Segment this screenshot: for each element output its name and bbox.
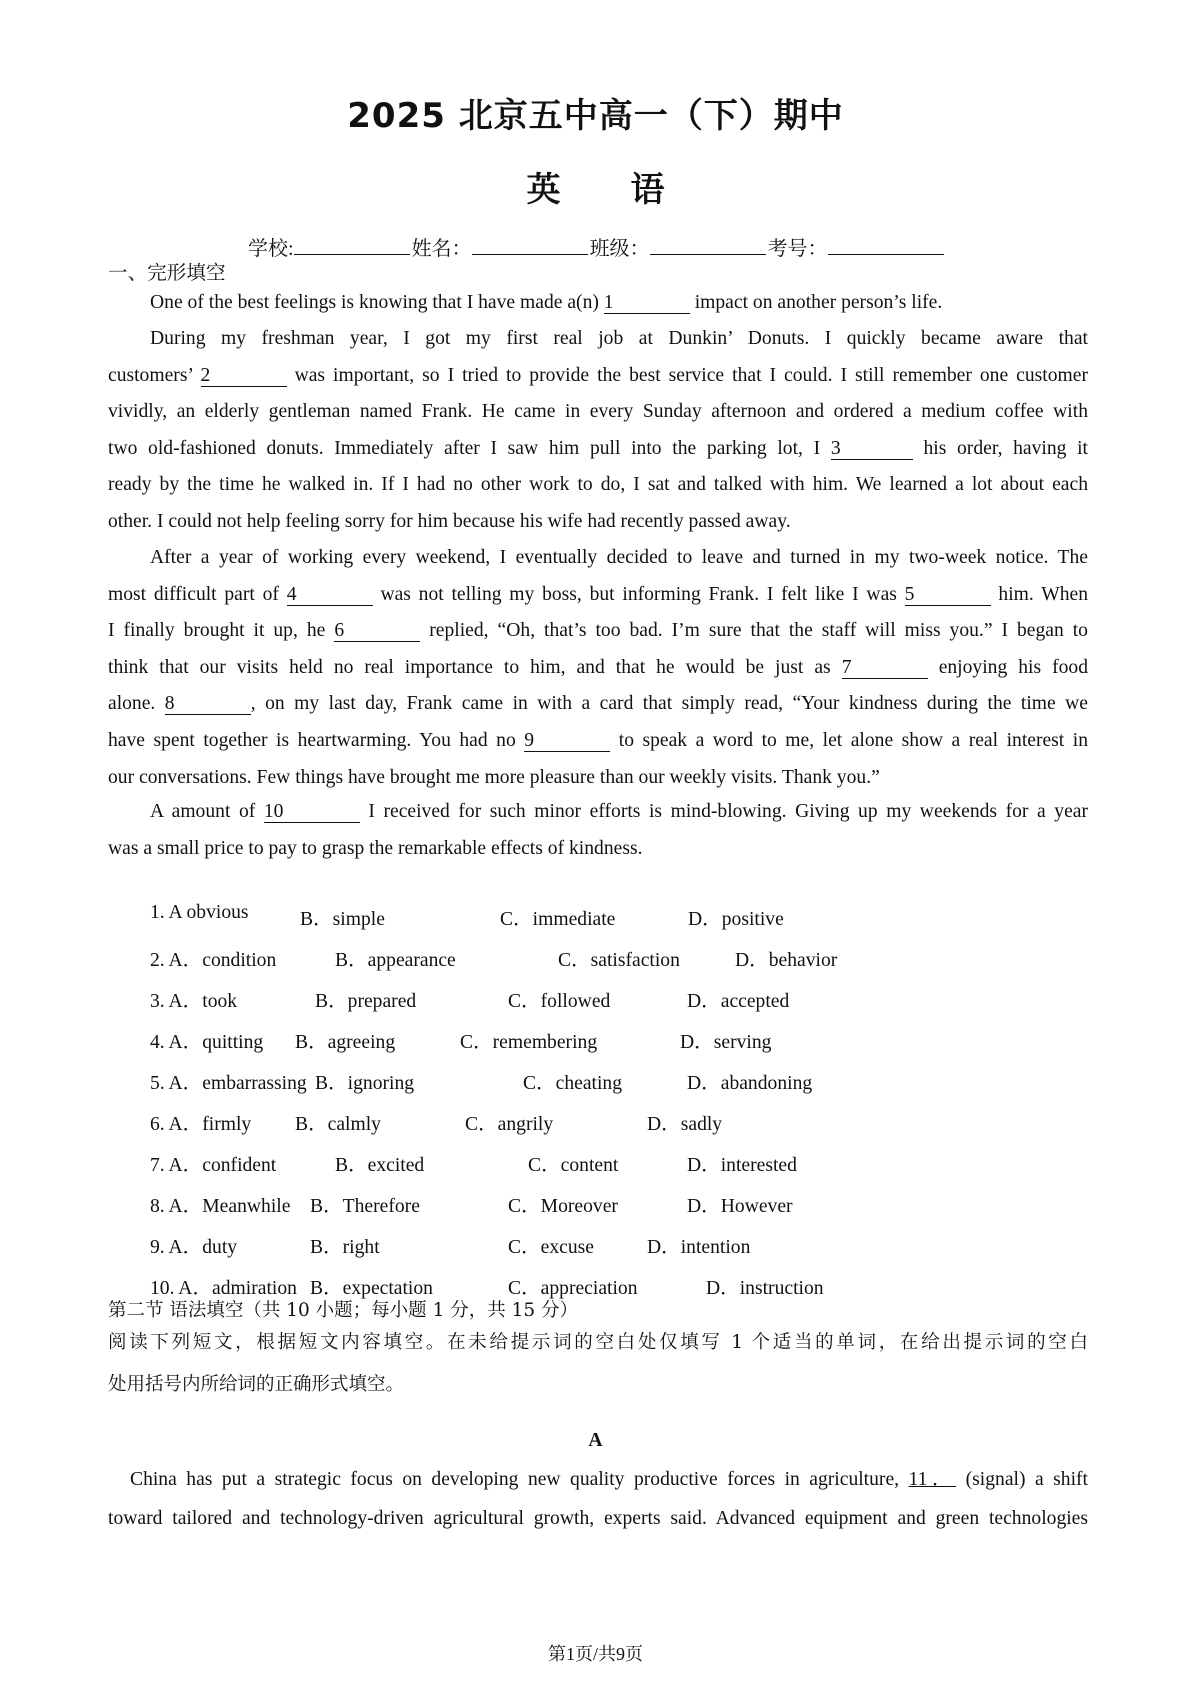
blank-8: 8 [165, 694, 251, 715]
instruction-line: 阅读下列短文，根据短文内容填空。在未给提示词的空白处仅填写 1 个适当的单词，在给出提示词的空白 [108, 1332, 1088, 1353]
blank-5: 5 [905, 585, 991, 606]
p3-line: alone. 8 , on my last day, Frank came in with a card that simply read, “Your kindness during the time we [108, 693, 1088, 715]
option-10-c[interactable]: C．appreciation [508, 1278, 638, 1299]
paragraph-2 [108, 321, 1088, 541]
p2-line: two old-fashioned donuts. Immediately after I saw him pull into the parking lot, I 3 his order, having it [108, 437, 1089, 459]
blank-6: 6 [334, 621, 420, 642]
p3-line: most difficult part of 4 was not telling my boss, but informing Frank. I felt like I was 5 him. When [108, 583, 1088, 605]
subject-char-1: 英 [526, 170, 561, 210]
option-2-b[interactable]: B．appearance [335, 950, 456, 971]
passage-a [108, 1460, 1088, 1538]
p3-line: have spent together is heartwarming. You had no 9 to speak a word to me, let alone show a real interest in [108, 729, 1088, 751]
option-2-c[interactable]: C．satisfaction [558, 950, 680, 971]
option-9-a[interactable]: 9. A．duty [150, 1237, 238, 1258]
option-4-b[interactable]: B．agreeing [295, 1032, 396, 1053]
page-footer: 第1页/共9页 [547, 1644, 643, 1664]
p3-line: our conversations. Few things have brought me more pleasure than our weekly visits. Thank you.” [108, 766, 880, 788]
option-10-a[interactable]: 10. A．admiration [150, 1278, 297, 1299]
option-row-5 [150, 1066, 1050, 1096]
paragraph-4 [108, 794, 1088, 867]
blank-11: 11． [908, 1469, 957, 1490]
option-3-d[interactable]: D．accepted [687, 991, 790, 1012]
option-5-a[interactable]: 5. A．embarrassing [150, 1073, 307, 1094]
subject-char-2: 语 [630, 170, 665, 210]
option-7-b[interactable]: B．excited [335, 1155, 425, 1176]
option-6-d[interactable]: D．sadly [647, 1114, 723, 1135]
option-row-9 [150, 1230, 1050, 1260]
option-row-8 [150, 1189, 1050, 1219]
option-1-b[interactable]: B．simple [300, 909, 385, 930]
school-label: 学校: [248, 238, 294, 260]
option-10-d[interactable]: D．instruction [706, 1278, 824, 1299]
option-row-1 [150, 902, 1050, 932]
option-9-b[interactable]: B．right [310, 1237, 380, 1258]
option-8-c[interactable]: C．Moreover [508, 1196, 618, 1217]
option-1-c[interactable]: C．immediate [500, 909, 616, 930]
option-1-d[interactable]: D．positive [688, 909, 784, 930]
option-row-4 [150, 1025, 1050, 1055]
class-label: 班级： [589, 238, 650, 260]
option-7-c[interactable]: C．content [528, 1155, 619, 1176]
option-1-a[interactable]: 1. A obvious [150, 902, 249, 923]
blank-9: 9 [524, 731, 610, 752]
option-2-a[interactable]: 2. A．condition [150, 950, 277, 971]
option-3-c[interactable]: C．followed [508, 991, 611, 1012]
p1-text-a: One of the best feelings is knowing that I have made a(n) [150, 292, 599, 313]
option-5-c[interactable]: C．cheating [523, 1073, 623, 1094]
option-3-b[interactable]: B．prepared [315, 991, 417, 1012]
option-3-a[interactable]: 3. A．took [150, 991, 238, 1012]
student-info-line [248, 232, 946, 261]
option-4-c[interactable]: C．remembering [460, 1032, 598, 1053]
paragraph-1 [108, 285, 1088, 322]
option-10-b[interactable]: B．expectation [310, 1278, 433, 1299]
option-row-7 [150, 1148, 1050, 1178]
exam-title: 2025 北京五中高一（下）期中 [347, 96, 844, 136]
blank-1: 1 [604, 293, 690, 314]
p2-line: vividly, an elderly gentleman named Frank. He came in every Sunday afternoon and ordered a medium coffee with [108, 401, 1088, 423]
instruction-line: 处用括号内所给词的正确形式填空。 [108, 1374, 405, 1395]
option-4-a[interactable]: 4. A．quitting [150, 1032, 264, 1053]
p2-line: During my freshman year, I got my first real job at Dunkin’ Donuts. I quickly became aware that [150, 328, 1088, 349]
option-9-d[interactable]: D．intention [647, 1237, 751, 1258]
p2-line: other. I could not help feeling sorry for him because his wife had recently passed away. [108, 510, 791, 532]
option-9-c[interactable]: C．excuse [508, 1237, 594, 1258]
option-6-a[interactable]: 6. A．firmly [150, 1114, 252, 1135]
school-blank[interactable] [294, 234, 410, 255]
p4-line: was a small price to pay to grasp the remarkable effects of kindness. [108, 837, 643, 859]
blank-7: 7 [842, 658, 928, 679]
p3-line: After a year of working every weekend, I eventually decided to leave and turned in my two-week notice. The [150, 547, 1088, 568]
class-blank[interactable] [650, 234, 766, 255]
passage-line: China has put a strategic focus on developing new quality productive forces in agriculture, 11． (signal) a shift [130, 1469, 1088, 1490]
section2-heading: 第二节 语法填空（共 10 小题；每小题 1 分，共 15 分） [108, 1300, 579, 1321]
option-5-b[interactable]: B．ignoring [315, 1073, 415, 1094]
option-8-d[interactable]: D．However [687, 1196, 793, 1217]
option-5-d[interactable]: D．abandoning [687, 1073, 813, 1094]
p3-line: think that our visits held no real importance to him, and that he would be just as 7 enjoying his food [108, 656, 1089, 678]
option-8-b[interactable]: B．Therefore [310, 1196, 420, 1217]
p3-line: I finally brought it up, he 6 replied, “Oh, that’s too bad. I’m sure that the staff will miss you.” I began to [108, 620, 1088, 642]
exam-number-blank[interactable] [828, 234, 944, 255]
option-row-2 [150, 943, 1050, 973]
paragraph-3 [108, 540, 1088, 796]
blank-4: 4 [287, 585, 373, 606]
option-6-c[interactable]: C．angrily [465, 1114, 554, 1135]
p2-line: ready by the time he walked in. If I had no other work to do, I sat and talked with him. We learned a lot about each [108, 474, 1088, 496]
section2-instructions [108, 1322, 1088, 1406]
name-blank[interactable] [472, 234, 588, 255]
blank-10: 10 [264, 802, 360, 823]
option-row-6 [150, 1107, 1050, 1137]
p4-line: A amount of 10 I received for such minor efforts is mind-blowing. Giving up my weekends for a year [150, 801, 1088, 822]
p2-line: customers’ 2 was important, so I tried to provide the best service that I could. I still remember one customer [108, 364, 1088, 386]
option-6-b[interactable]: B．calmly [295, 1114, 381, 1135]
subject-title [0, 162, 1191, 211]
option-4-d[interactable]: D．serving [680, 1032, 772, 1053]
passage-label: A [588, 1430, 603, 1451]
passage-line: toward tailored and technology-driven agricultural growth, experts said. Advanced equipment and green technologies [108, 1508, 1088, 1529]
option-row-3 [150, 984, 1050, 1014]
option-8-a[interactable]: 8. A．Meanwhile [150, 1196, 291, 1217]
option-7-d[interactable]: D．interested [687, 1155, 797, 1176]
blank-2: 2 [201, 366, 287, 387]
section1-heading: 一、完形填空 [108, 263, 226, 284]
option-7-a[interactable]: 7. A．confident [150, 1155, 277, 1176]
blank-3: 3 [831, 439, 913, 460]
p1-text-b: impact on another person’s life. [694, 292, 943, 313]
option-2-d[interactable]: D．behavior [735, 950, 838, 971]
name-label: 姓名： [411, 238, 472, 260]
exam-number-label: 考号： [767, 238, 828, 260]
